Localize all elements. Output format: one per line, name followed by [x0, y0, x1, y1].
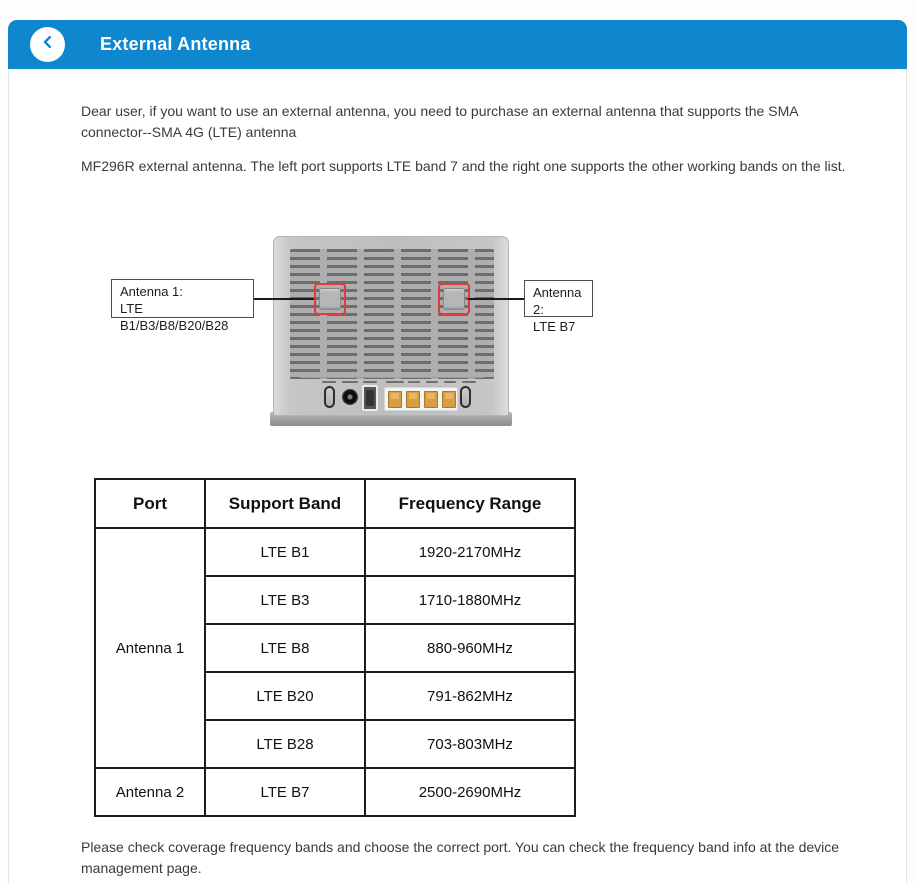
footer-note: Please check coverage frequency bands and choose the correct port. You can check the frequency band info at the device management page. [81, 839, 840, 876]
intro-paragraph-2: MF296R external antenna. The left port supports LTE band 7 and the right one supports the other working bands on the list. [81, 158, 846, 174]
lan2-port [406, 391, 420, 408]
antenna1-callout [111, 279, 254, 333]
port-strip [300, 377, 484, 413]
port-cell: Antenna 1 [95, 528, 205, 768]
lan3-port [424, 391, 438, 408]
page-title: External Antenna [100, 34, 251, 54]
antenna2-callout-bands: LTE B7 [533, 319, 576, 334]
lan4-port [442, 391, 456, 408]
antenna2-callout-title: Antenna 2: [533, 285, 582, 317]
intro-paragraph-1: Dear user, if you want to use an external antenna, you need to purchase an external antenna that supports the SMA connector--SMA 4G (LTE) antenna [81, 103, 798, 140]
antenna1-callout-bands: LTE B1/B3/B8/B20/B28 [120, 301, 229, 333]
band-cell: LTE B8 [205, 624, 365, 672]
antenna-port-1-highlight [314, 283, 346, 315]
band-cell: LTE B3 [205, 576, 365, 624]
freq-cell: 791-862MHz [365, 672, 575, 720]
lan4-label-mark [444, 381, 456, 383]
reset-label-mark [462, 381, 476, 383]
freq-cell: 880-960MHz [365, 624, 575, 672]
phone-port [362, 385, 378, 411]
antenna2-leader-line [468, 298, 524, 300]
power-label-mark [342, 381, 358, 383]
antenna1-leader-line [254, 298, 314, 300]
antenna2-callout [524, 280, 593, 334]
band-cell: LTE B1 [205, 528, 365, 576]
band-cell: LTE B28 [205, 720, 365, 768]
header-freq: Frequency Range [365, 479, 575, 528]
reset-button-slot [460, 386, 471, 408]
wan-lan1-port [388, 391, 402, 408]
router-body [273, 236, 509, 416]
phone-label-mark [363, 381, 377, 383]
port-cell: Antenna 2 [95, 768, 205, 816]
freq-cell: 1920-2170MHz [365, 528, 575, 576]
freq-cell: 703-803MHz [365, 720, 575, 768]
wps-label-mark [322, 381, 336, 383]
power-jack [342, 389, 358, 405]
ethernet-panel [384, 387, 458, 411]
lan2-label-mark [408, 381, 420, 383]
antenna-port-2-highlight [438, 283, 470, 315]
wan-lan1-label-mark [386, 381, 404, 383]
table-header-row [95, 479, 575, 528]
table-row [95, 768, 575, 816]
chevron-left-icon [39, 33, 57, 56]
back-button[interactable] [30, 27, 65, 62]
frequency-band-table [94, 478, 576, 817]
band-cell: LTE B7 [205, 768, 365, 816]
band-cell: LTE B20 [205, 672, 365, 720]
antenna1-callout-title: Antenna 1: [120, 284, 183, 299]
freq-cell: 1710-1880MHz [365, 576, 575, 624]
page-header [8, 20, 907, 69]
freq-cell: 2500-2690MHz [365, 768, 575, 816]
header-band: Support Band [205, 479, 365, 528]
router-rear-illustration [273, 236, 509, 426]
lan3-label-mark [426, 381, 438, 383]
table-row [95, 528, 575, 576]
header-port: Port [95, 479, 205, 528]
wps-button-slot [324, 386, 335, 408]
content-card [8, 69, 907, 883]
